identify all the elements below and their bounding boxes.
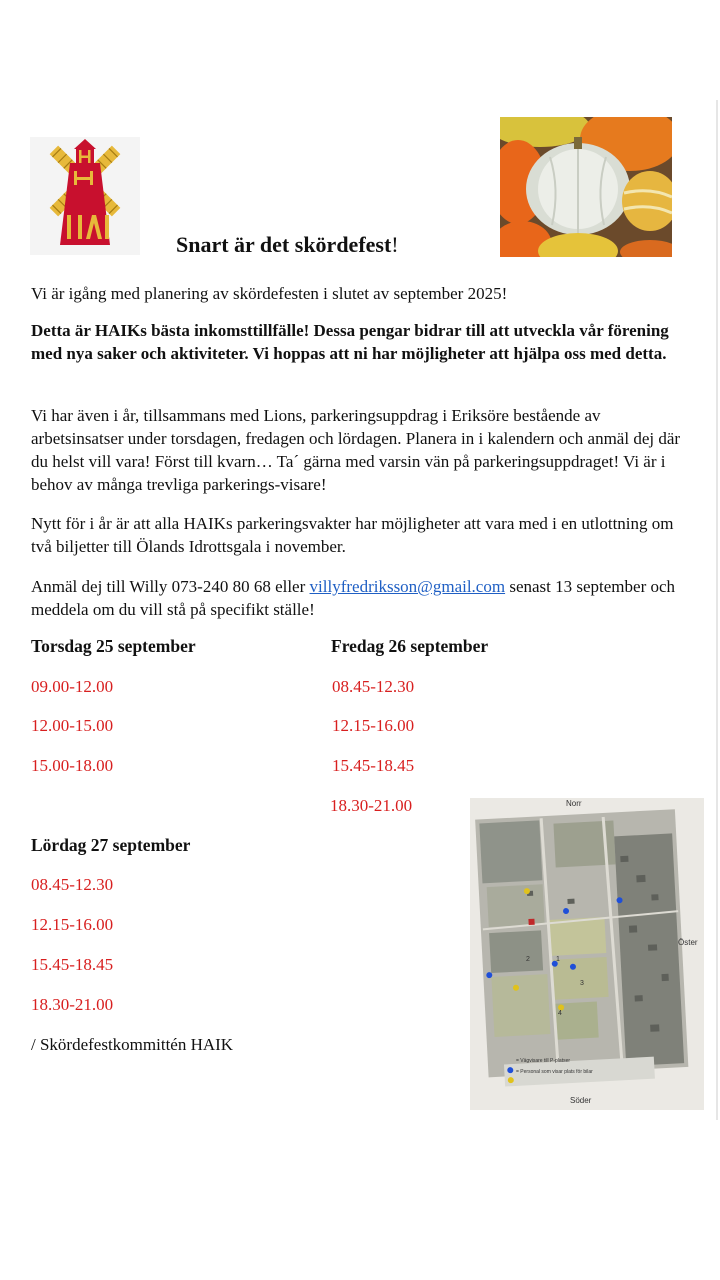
saturday-slot: 12.15-16.00 [31,915,114,934]
map-north-label: Norr [566,799,582,808]
pumpkins-photo [500,117,672,257]
friday-slot: 15.45-18.45 [332,756,415,775]
signup-suffix: senast 13 september och meddela om du vill stå på specifikt ställe! [31,577,676,619]
friday-slot: 08.45-12.30 [332,677,415,696]
thursday-slot: 09.00-12.00 [31,677,114,696]
saturday-slot: 08.45-12.30 [31,875,114,894]
title-exclamation: ! [391,232,399,257]
email-link[interactable]: villyfredriksson@gmail.com [309,577,506,596]
intro-paragraph: Vi är igång med planering av skördefesten i slutet av september 2025! [31,284,508,303]
thursday-slot: 15.00-18.00 [31,756,114,775]
parking-paragraph: Vi har även i år, tillsammans med Lions, parkeringsuppdrag i Eriksöre bestående av arbetsinsatser under torsdagen, fredagen och lördagen. Planera in i kalendern och anmäl dej där du helst vill vara! Först till kvarn… Ta´ gärna med varsin vän på parkeringsuppdraget! Vi är i behov av många trevliga parkerings-visare! [31,406,681,494]
haik-windmill-logo [30,137,140,255]
signature: / Skördefestkommittén HAIK [31,1035,234,1054]
map-legend-blue: = Vägvisare till P-platser [516,1058,571,1064]
page-edge-divider [716,100,718,1120]
saturday-slot: 18.30-21.00 [31,995,114,1014]
friday-heading: Fredag 26 september [331,636,489,656]
map-zone-label: 1 [556,956,560,963]
saturday-heading: Lördag 27 september [31,835,191,855]
map-zone-label: 3 [580,980,584,987]
signup-paragraph [31,575,681,621]
friday-slot: 18.30-21.00 [330,796,413,815]
map-east-label: Öster [678,938,698,947]
saturday-slot: 15.45-18.45 [31,955,114,974]
signup-prefix: Anmäl dej till Willy 073-240 80 68 eller [31,577,310,596]
parking-map-photo [470,798,704,1110]
thursday-heading: Torsdag 25 september [31,636,196,656]
map-zone-label: 4 [558,1010,562,1017]
lottery-paragraph: Nytt för i år är att alla HAIKs parkeringsvakter har möjligheter att vara med i en utlottning om två biljetter till Ölands Idrottsgala i november. [31,514,674,556]
thursday-slot: 12.00-15.00 [31,716,114,735]
map-zone-label: 2 [526,956,530,963]
income-paragraph: Detta är HAIKs bästa inkomsttillfälle! Dessa pengar bidrar till att utveckla vår förening med nya saker och aktiviteter. Vi hoppas att ni har möjligheter att hjälpa oss med detta. [31,321,669,363]
map-legend-yellow: = Personal som visar plats för bilar [516,1069,593,1075]
map-south-label: Söder [570,1096,592,1105]
friday-slot: 12.15-16.00 [332,716,415,735]
page-title: Snart är det skördefest! [176,232,399,257]
